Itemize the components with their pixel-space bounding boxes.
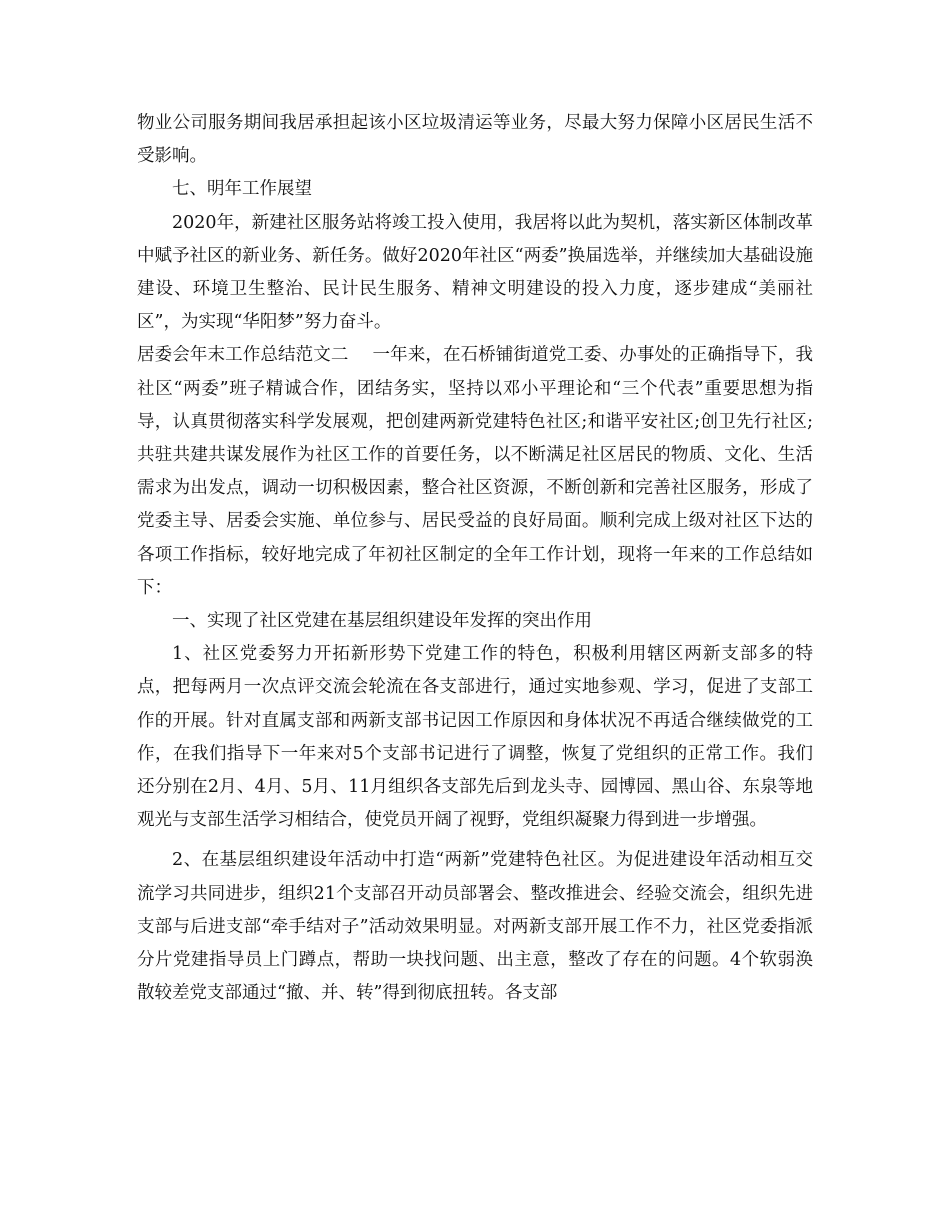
paragraph-item-1: 1、社区党委努力开拓新形势下党建工作的特色，积极利用辖区两新支部多的特点，把每两月一次点评交流会轮流在各支部进行，通过实地参观、学习，促进了支部工作的开展。针对直属支部和两新支部书记因工作原因和身体状况不再适合继续做党的工作，在我们指导下一年来对5个支部书记进行了调整，恢复了党组织的正常工作。我们还分别在2月、4月、5月、11月组织各支部先后到龙头寺、园博园、黑山谷、东泉等地观光与支部生活学习相结合，使党员开阔了视野，党组织凝聚力得到进一步增强。: [137, 644, 813, 831]
document-body: [137, 107, 813, 1010]
paragraph-summary-intro: [137, 339, 813, 605]
paragraph-item-2: 2、在基层组织建设年活动中打造“两新”党建特色社区。为促进建设年活动相互交流学习共同进步，组织21个支部召开动员部署会、整改推进会、经验交流会，组织先进支部与后进支部“牵手结对子”活动效果明显。对两新支部开展工作不力，社区党委指派分片党建指导员上门蹲点，帮助一块找问题、出主意，整改了存在的问题。4个软弱涣散较差党支部通过“撤、并、转”得到彻底扭转。各支部: [137, 850, 813, 1004]
document-title: 居委会年末工作总结范文二: [137, 345, 349, 366]
section-heading-party-building: 一、实现了社区党建在基层组织建设年发挥的突出作用: [172, 611, 592, 632]
paragraph-continuation: 物业公司服务期间我居承担起该小区垃圾清运等业务，尽最大努力保障小区居民生活不受影响。: [137, 113, 813, 167]
paragraph-outlook: 2020年，新建社区服务站将竣工投入使用，我居将以此为契机，落实新区体制改革中赋予社区的新业务、新任务。做好2020年社区“两委”换届选举，并继续加大基础设施建设、环境卫生整治、民计民生服务、精神文明建设的投入力度，逐步建成“美丽社区”，为实现“华阳梦”努力奋斗。: [137, 212, 813, 333]
summary-intro-text: 一年来，在石桥铺街道党工委、办事处的正确指导下，我社区“两委”班子精诚合作，团结务实，坚持以邓小平理论和“三个代表”重要思想为指导，认真贯彻落实科学发展观，把创建两新党建特色社区;和谐平安社区;创卫先行社区;共驻共建共谋发展作为社区工作的首要任务，以不断满足社区居民的物质、文化、生活需求为出发点，调动一切积极因素，整合社区资源，不断创新和完善社区服务，形成了党委主导、居委会实施、单位参与、居民受益的良好局面。顺利完成上级对社区下达的各项工作指标，较好地完成了年初社区制定的全年工作计划，现将一年来的工作总结如下：: [137, 345, 813, 598]
section-heading-outlook: 七、明年工作展望: [172, 179, 312, 200]
